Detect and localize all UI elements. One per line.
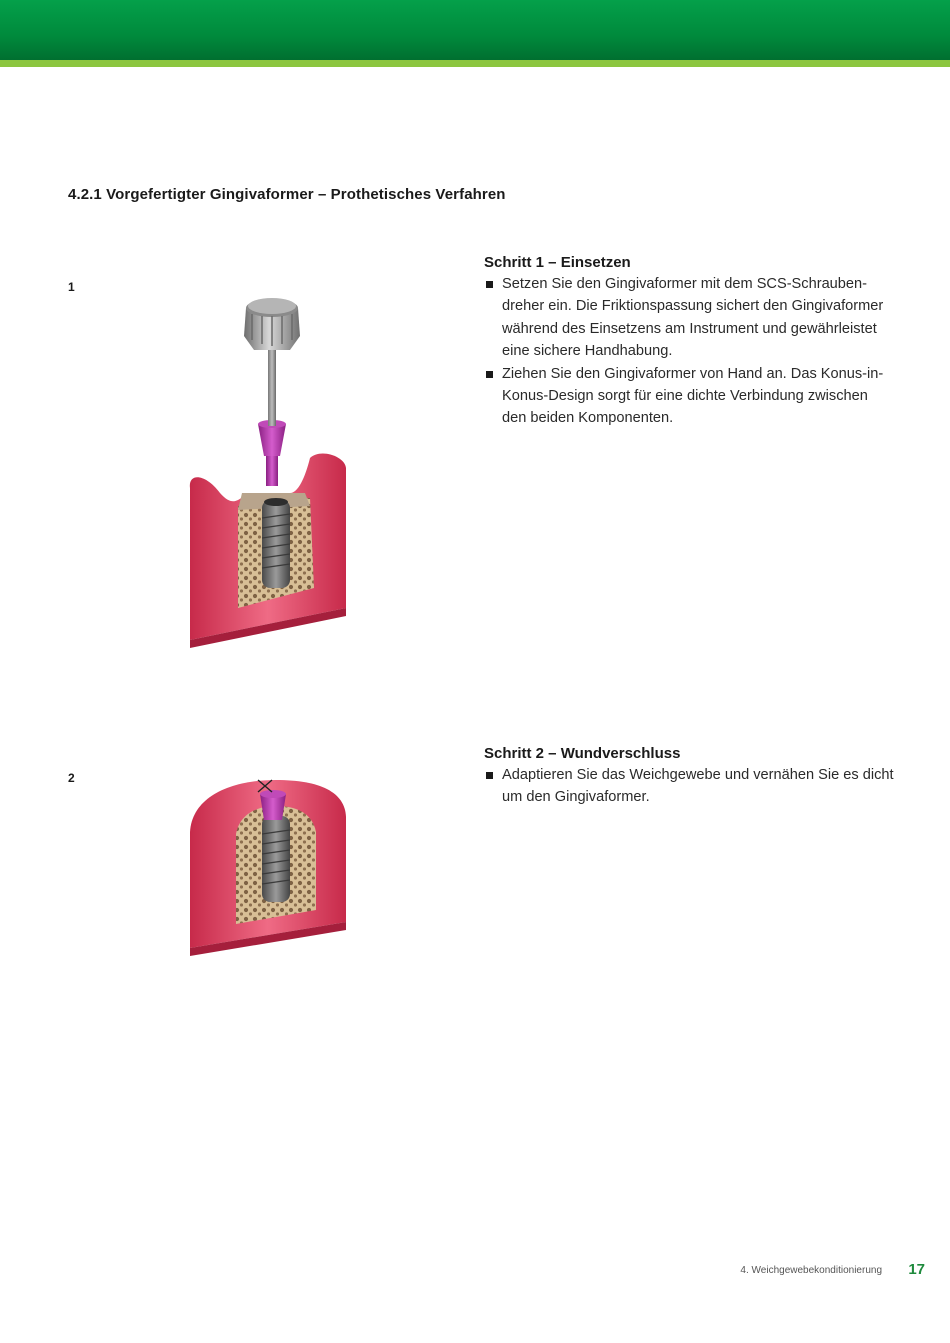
header-bar bbox=[0, 0, 950, 60]
step-2-illustration bbox=[180, 772, 360, 958]
step-2-content bbox=[484, 745, 894, 809]
bullet-text: Adaptieren Sie das Weichgewebe und vernähen Sie es dicht um den Gingivaformer. bbox=[502, 767, 894, 806]
step-2-bullet-list bbox=[484, 764, 894, 809]
section-title: 4.2.1 Vorgefertigter Gingivaformer – Prothetisches Verfahren bbox=[68, 186, 506, 203]
header-accent-stripe bbox=[0, 60, 950, 67]
gingiva-former-icon bbox=[260, 790, 286, 820]
gingiva-former-icon bbox=[258, 420, 286, 486]
list-item bbox=[484, 363, 894, 430]
square-bullet-icon bbox=[486, 772, 493, 779]
list-item bbox=[484, 273, 894, 363]
list-item bbox=[484, 764, 894, 809]
step-2-number: 2 bbox=[68, 771, 75, 785]
step-1-number: 1 bbox=[68, 280, 75, 294]
step-1-content bbox=[484, 254, 894, 430]
implant-icon bbox=[262, 816, 290, 902]
screwdriver-icon bbox=[244, 298, 300, 426]
step-1-bullet-list bbox=[484, 273, 894, 430]
bullet-text: Setzen Sie den Gingivaformer mit dem SCS-Schrauben-dreher ein. Die Friktionspassung sichert den Gingivaformer während des Einsetzens am Instrument und gewährleistet eine sichere Handhabung. bbox=[502, 276, 884, 360]
step-2-heading: Schritt 2 – Wundverschluss bbox=[484, 745, 681, 762]
step-1-heading: Schritt 1 – Einsetzen bbox=[484, 254, 631, 271]
implant-icon bbox=[262, 498, 290, 588]
page-number: 17 bbox=[908, 1261, 925, 1278]
step-1-illustration bbox=[180, 278, 360, 650]
square-bullet-icon bbox=[486, 281, 493, 288]
square-bullet-icon bbox=[486, 371, 493, 378]
footer-chapter-label: 4. Weichgewebekonditionierung bbox=[740, 1265, 882, 1276]
bullet-text: Ziehen Sie den Gingivaformer von Hand an. Das Konus-in-Konus-Design sorgt für eine dichte Verbindung zwischen den beiden Komponenten. bbox=[502, 365, 884, 427]
